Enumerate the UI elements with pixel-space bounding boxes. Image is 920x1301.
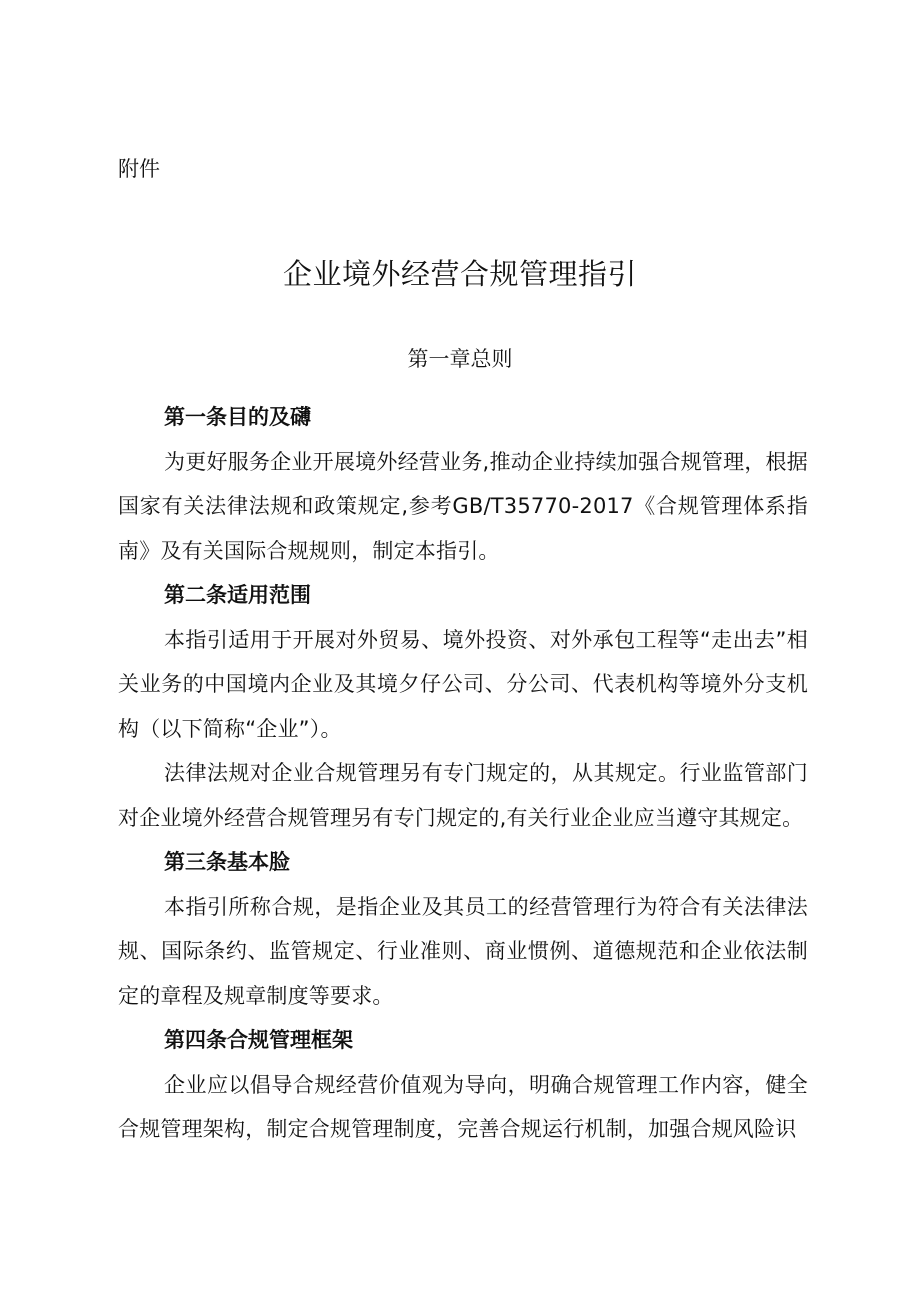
chapter-heading: 第一章总则 [407, 347, 513, 371]
article-paragraph: 企业应以倡导合规经营价值观为导向，明确合规管理工作内容，健全合规管理架构，制定合规管理制度，完善合规运行机制，加强合规风险识 [118, 1072, 808, 1141]
article-paragraph: 本指引适用于开展对外贸易、境外投资、对外承包工程等“走出去”相关业务的中国境内企业及其境夕仔公司、分公司、代表机构等境外分支机构（以下简称“企业”）。 [118, 627, 808, 741]
document-title: 企业境外经营合规管理指引 [282, 257, 637, 291]
article-3 [118, 840, 808, 1018]
document-body [118, 395, 808, 1152]
article-1 [118, 395, 808, 573]
article-heading: 第四条合规管理框架 [164, 1028, 353, 1052]
article-heading: 第二条适用范围 [164, 583, 311, 607]
article-heading: 第三条基本脸 [164, 850, 290, 874]
article-2 [118, 573, 808, 840]
article-4 [118, 1018, 808, 1152]
article-paragraph: 为更好服务企业开展境外经营业务,推动企业持续加强合规管理，根据国家有关法律法规和政策规定,参考GB/T35770-2017《合规管理体系指南》及有关国际合规规则，制定本指引。 [118, 449, 808, 563]
article-paragraph: 法律法规对企业合规管理另有专门规定的，从其规定。行业监管部门对企业境外经营合规管理另有专门规定的,有关行业企业应当遵守其规定。 [118, 761, 808, 830]
attachment-label: 附件 [118, 157, 160, 181]
article-paragraph: 本指引所称合规，是指企业及其员工的经营管理行为符合有关法律法规、国际条约、监管规定、行业准则、商业惯例、道德规范和企业依法制定的章程及规章制度等要求。 [118, 894, 808, 1008]
article-heading: 第一条目的及礴 [164, 405, 311, 429]
